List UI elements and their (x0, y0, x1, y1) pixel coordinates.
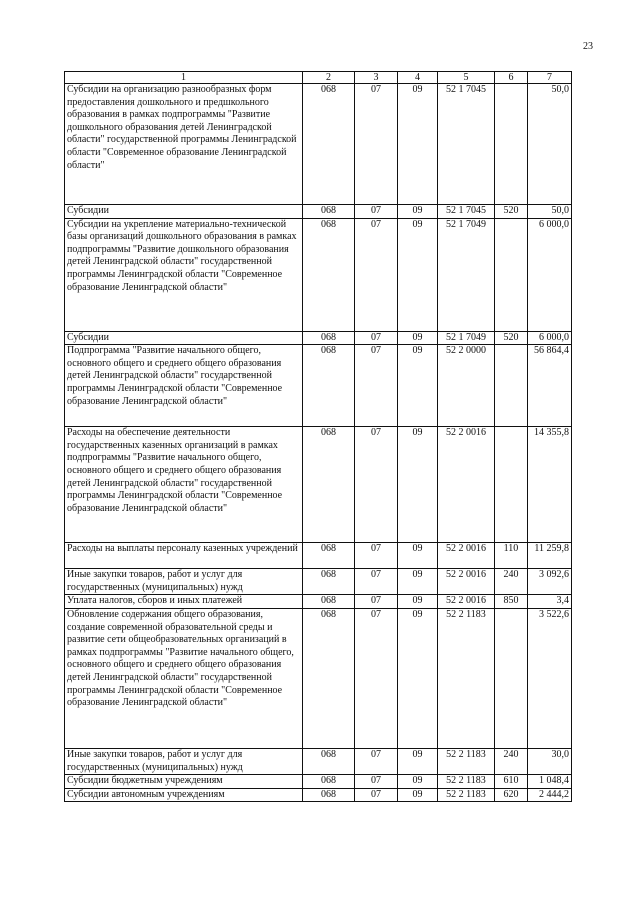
row-gr: 068 (303, 608, 355, 748)
row-pr: 09 (398, 569, 438, 595)
row-sum: 50,0 (528, 205, 572, 219)
table-row (65, 84, 572, 205)
row-vr: 240 (495, 569, 528, 595)
table-row (65, 205, 572, 219)
row-csr: 52 2 1183 (438, 788, 495, 802)
row-csr: 52 1 7045 (438, 84, 495, 205)
row-sum: 30,0 (528, 748, 572, 774)
row-gr: 068 (303, 748, 355, 774)
header-cell: 4 (398, 72, 438, 84)
row-vr (495, 427, 528, 543)
row-name: Субсидии (65, 331, 303, 345)
row-pr: 09 (398, 345, 438, 427)
table-row (65, 595, 572, 609)
row-csr: 52 2 0000 (438, 345, 495, 427)
row-csr: 52 2 0016 (438, 427, 495, 543)
row-sum: 56 864,4 (528, 345, 572, 427)
header-cell: 2 (303, 72, 355, 84)
row-csr: 52 2 0016 (438, 569, 495, 595)
row-name: Уплата налогов, сборов и иных платежей (65, 595, 303, 609)
row-pr: 09 (398, 331, 438, 345)
row-vr (495, 84, 528, 205)
row-sum: 50,0 (528, 84, 572, 205)
row-gr: 068 (303, 205, 355, 219)
row-name: Расходы на выплаты персоналу казенных учреждений (65, 543, 303, 569)
row-sum: 2 444,2 (528, 788, 572, 802)
row-pr: 09 (398, 788, 438, 802)
row-pr: 09 (398, 84, 438, 205)
row-pr: 09 (398, 608, 438, 748)
row-csr: 52 1 7049 (438, 218, 495, 331)
row-rz: 07 (355, 84, 398, 205)
row-name: Подпрограмма "Развитие начального общего, основного общего и среднего общего образования детей Ленинградской области" государственной программы Ленинградской области "Современное образование Ленинградской области" (65, 345, 303, 427)
row-rz: 07 (355, 427, 398, 543)
row-vr: 850 (495, 595, 528, 609)
header-cell: 5 (438, 72, 495, 84)
row-name: Иные закупки товаров, работ и услуг для государственных (муниципальных) нужд (65, 569, 303, 595)
table-row (65, 543, 572, 569)
row-sum: 3 092,6 (528, 569, 572, 595)
table-row (65, 788, 572, 802)
header-cell: 6 (495, 72, 528, 84)
row-pr: 09 (398, 775, 438, 789)
row-csr: 52 2 1183 (438, 748, 495, 774)
row-rz: 07 (355, 218, 398, 331)
page-number: 23 (583, 41, 593, 52)
table-row (65, 748, 572, 774)
row-rz: 07 (355, 595, 398, 609)
row-name: Обновление содержания общего образования, создание современной образовательной среды и развитие сети общеобразовательных организаций в рамках подпрограммы "Развитие начального общего, основного общего и среднего общего образования детей Ленинградской области" государственной программы Ленинградской области "Современное образование Ленинградской области" (65, 608, 303, 748)
row-name: Субсидии (65, 205, 303, 219)
row-csr: 52 2 0016 (438, 595, 495, 609)
table-row (65, 345, 572, 427)
row-name: Субсидии бюджетным учреждениям (65, 775, 303, 789)
row-vr: 240 (495, 748, 528, 774)
row-gr: 068 (303, 775, 355, 789)
row-rz: 07 (355, 205, 398, 219)
header-cell: 1 (65, 72, 303, 84)
table-row (65, 775, 572, 789)
row-vr (495, 345, 528, 427)
row-pr: 09 (398, 427, 438, 543)
row-sum: 3 522,6 (528, 608, 572, 748)
row-gr: 068 (303, 595, 355, 609)
table-row (65, 427, 572, 543)
table-row (65, 569, 572, 595)
row-sum: 6 000,0 (528, 331, 572, 345)
row-gr: 068 (303, 427, 355, 543)
header-cell: 3 (355, 72, 398, 84)
row-sum: 14 355,8 (528, 427, 572, 543)
row-vr: 610 (495, 775, 528, 789)
row-csr: 52 1 7049 (438, 331, 495, 345)
header-cell: 7 (528, 72, 572, 84)
row-csr: 52 2 0016 (438, 543, 495, 569)
table-row (65, 608, 572, 748)
row-gr: 068 (303, 331, 355, 345)
table-row (65, 218, 572, 331)
row-name: Субсидии на организацию разнообразных форм предоставления дошкольного и предшкольного образования в рамках подпрограммы "Развитие дошкольного образования детей Ленинградской области" государственной программы Ленинградской области "Современное образование Ленинградской области" (65, 84, 303, 205)
row-pr: 09 (398, 205, 438, 219)
row-pr: 09 (398, 218, 438, 331)
header-row (65, 72, 572, 84)
row-vr (495, 218, 528, 331)
row-rz: 07 (355, 331, 398, 345)
row-vr: 110 (495, 543, 528, 569)
row-name: Расходы на обеспечение деятельности государственных казенных организаций в рамках подпрограммы "Развитие начального общего, основного общего и среднего общего образования детей Ленинградской области" государственной программы Ленинградской области "Современное образование Ленинградской области" (65, 427, 303, 543)
row-sum: 3,4 (528, 595, 572, 609)
row-sum: 1 048,4 (528, 775, 572, 789)
row-rz: 07 (355, 345, 398, 427)
row-rz: 07 (355, 608, 398, 748)
budget-table (64, 71, 572, 802)
row-sum: 6 000,0 (528, 218, 572, 331)
row-pr: 09 (398, 543, 438, 569)
row-pr: 09 (398, 595, 438, 609)
row-vr: 520 (495, 331, 528, 345)
row-csr: 52 2 1183 (438, 608, 495, 748)
row-rz: 07 (355, 748, 398, 774)
row-vr: 620 (495, 788, 528, 802)
row-gr: 068 (303, 218, 355, 331)
row-gr: 068 (303, 569, 355, 595)
row-gr: 068 (303, 788, 355, 802)
row-rz: 07 (355, 775, 398, 789)
row-name: Субсидии на укрепление материально-технической базы организаций дошкольного образования в рамках подпрограммы "Развитие дошкольного образования детей Ленинградской области" государственной программы Ленинградской области "Современное образование Ленинградской области" (65, 218, 303, 331)
row-csr: 52 2 1183 (438, 775, 495, 789)
row-name: Субсидии автономным учреждениям (65, 788, 303, 802)
row-gr: 068 (303, 84, 355, 205)
row-rz: 07 (355, 569, 398, 595)
table-row (65, 331, 572, 345)
row-vr: 520 (495, 205, 528, 219)
row-csr: 52 1 7045 (438, 205, 495, 219)
row-pr: 09 (398, 748, 438, 774)
row-name: Иные закупки товаров, работ и услуг для государственных (муниципальных) нужд (65, 748, 303, 774)
row-gr: 068 (303, 543, 355, 569)
row-vr (495, 608, 528, 748)
row-rz: 07 (355, 543, 398, 569)
row-gr: 068 (303, 345, 355, 427)
row-rz: 07 (355, 788, 398, 802)
row-sum: 11 259,8 (528, 543, 572, 569)
